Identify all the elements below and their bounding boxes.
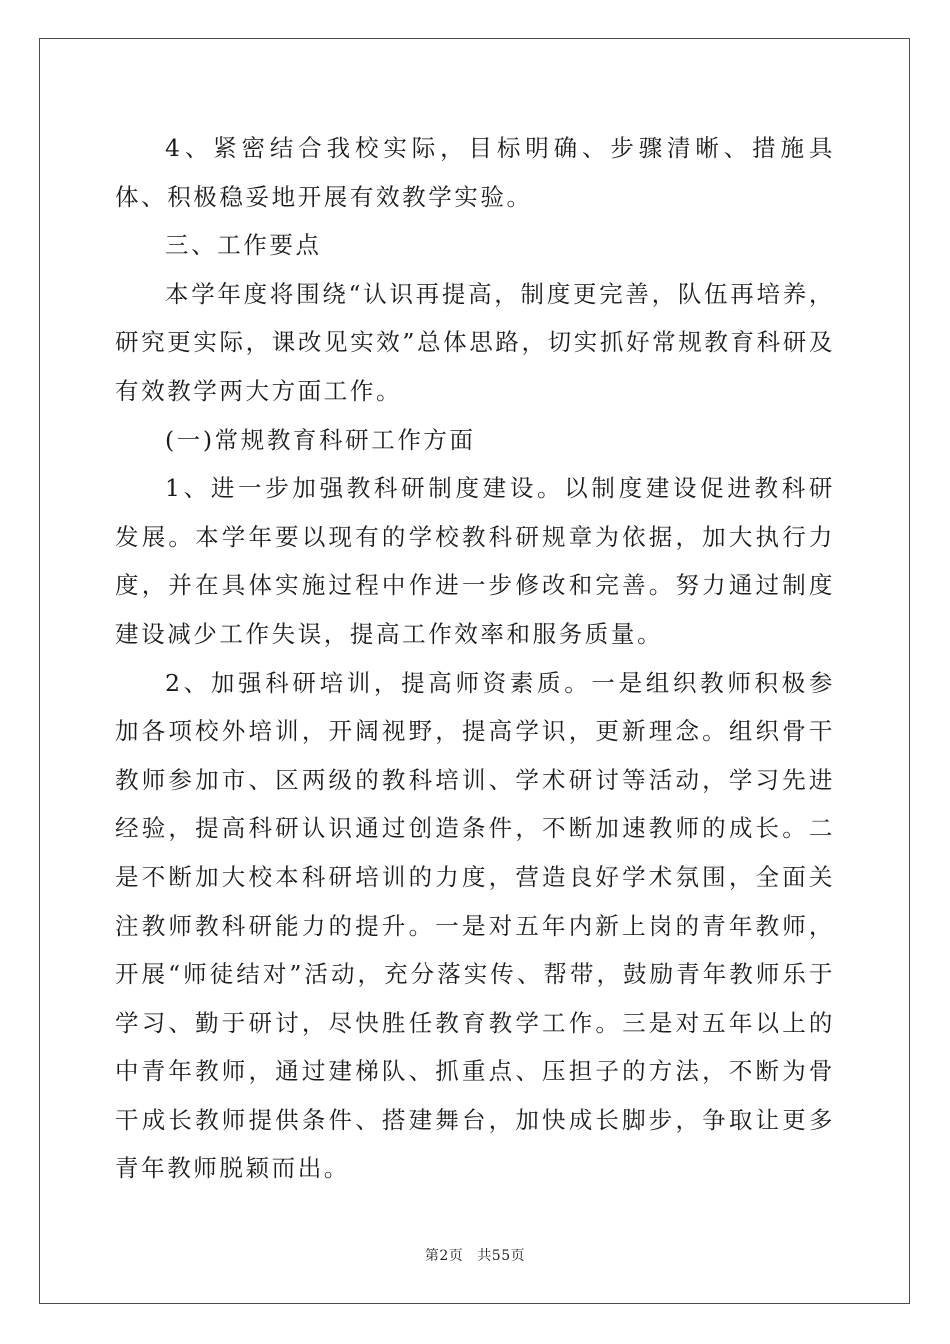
page-footer — [0, 1245, 950, 1265]
section-heading-work-points: 三、工作要点 — [165, 231, 322, 260]
paragraph-item-1: 1、进一步加强教科研制度建设。以制度建设促进教科研发展。本学年要以现有的学校教科研规章为依据，加大执行力度，并在具体实施过程中作进一步修改和完善。努力通过制度建设减少工作失误，提高工作效率和服务质量。 — [115, 474, 835, 648]
paragraph-item-4: 4、紧密结合我校实际，目标明确、步骤清晰、措施具体、积极稳妥地开展有效教学实验。 — [115, 134, 835, 211]
total-pages: 共55页 — [477, 1248, 526, 1264]
document-body — [115, 124, 835, 1193]
paragraph-item-2: 2、加强科研培训，提高师资素质。一是组织教师积极参加各项校外培训，开阔视野，提高学识，更新理念。组织骨干教师参加市、区两级的教科培训、学术研讨等活动，学习先进经验，提高科研认识通过创造条件，不断加速教师的成长。二是不断加大校本科研培训的力度，营造良好学术氛围，全面关注教师教科研能力的提升。一是对五年内新上岗的青年教师，开展“师徒结对”活动，充分落实传、帮带，鼓励青年教师乐于学习、勤于研讨，尽快胜任教育教学工作。三是对五年以上的中青年教师，通过建梯队、抓重点、压担子的方法，不断为骨干成长教师提供条件、搭建舞台，加快成长脚步，争取让更多青年教师脱颖而出。 — [115, 668, 835, 1183]
subsection-heading-routine-research: (一)常规教育科研工作方面 — [165, 425, 476, 454]
paragraph-overview: 本学年度将围绕“认识再提高，制度更完善，队伍再培养，研究更实际，课改见实效”总体思路，切实抓好常规教育科研及有效教学两大方面工作。 — [115, 279, 835, 405]
current-page-number: 第2页 — [424, 1248, 464, 1264]
